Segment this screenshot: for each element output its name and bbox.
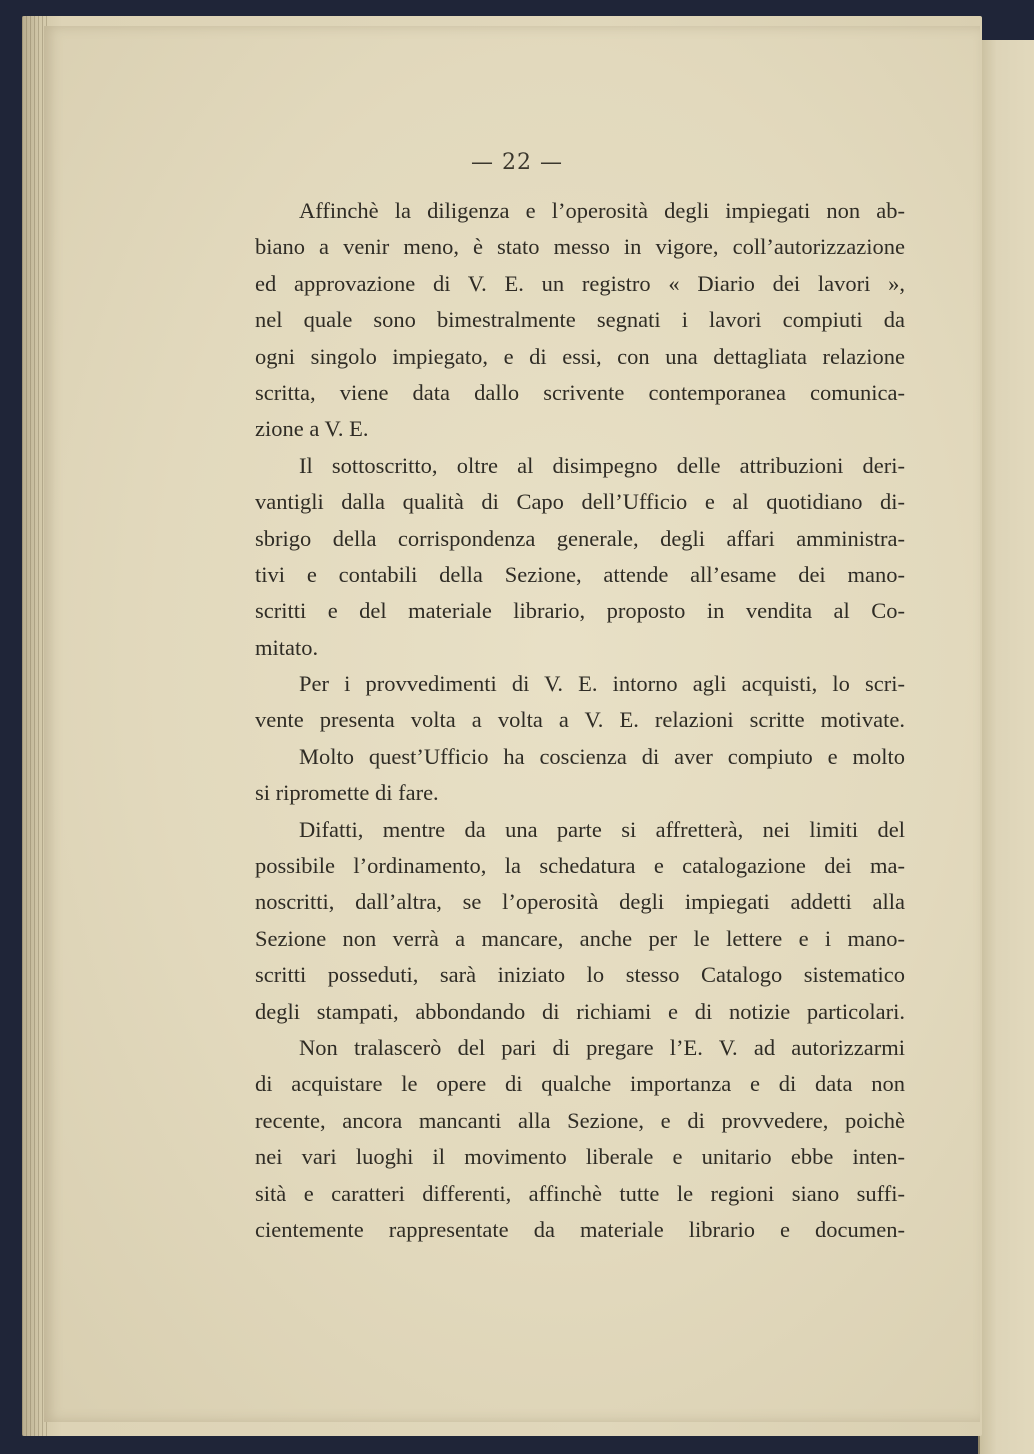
adjacent-page-edge <box>978 40 1034 1454</box>
text-line: Per i provvedimenti di V. E. intorno agli acquisti, lo scri- <box>299 671 905 697</box>
text-line: vente presenta volta a volta a V. E. relazioni scritte motivate. <box>255 707 905 733</box>
body-text <box>255 193 905 1248</box>
text-line: noscritti, dall’altra, se l’operosità degli impiegati addetti alla <box>255 889 905 915</box>
text-line: tivi e contabili della Sezione, attende all’esame dei mano- <box>255 561 905 587</box>
text-line: scritta, viene data dallo scrivente contemporanea comunica- <box>255 379 905 405</box>
text-line: ed approvazione di V. E. un registro « Diario dei lavori », <box>255 270 905 296</box>
text-line: nel quale sono bimestralmente segnati i lavori compiuti da <box>255 307 905 333</box>
page-number: — 22 — <box>471 150 563 175</box>
text-line: si ripromette di fare. <box>255 780 439 806</box>
text-line: degli stampati, abbondando di richiami e di notizie particolari. <box>255 998 905 1024</box>
text-line: Non tralascerò del pari di pregare l’E. V. ad autorizzarmi <box>299 1034 905 1060</box>
text-line: vantigli dalla qualità di Capo dell’Ufficio e al quotidiano di- <box>255 489 905 515</box>
text-line: Affinchè la diligenza e l’operosità degli impiegati non ab- <box>299 198 905 223</box>
text-line: ogni singolo impiegato, e di essi, con una dettagliata relazione <box>255 343 905 369</box>
text-line: scritti e del materiale librario, proposto in vendita al Co- <box>255 598 905 624</box>
text-line: Il sottoscritto, oltre al disimpegno delle attribuzioni deri- <box>299 452 905 478</box>
text-line: di acquistare le opere di qualche importanza e di data non <box>255 1071 905 1097</box>
text-line: sbrigo della corrispondenza generale, degli affari amministra- <box>255 525 905 551</box>
text-line: Difatti, mentre da una parte si affretterà, nei limiti del <box>299 816 905 842</box>
text-line: possibile l’ordinamento, la schedatura e catalogazione dei ma- <box>255 853 905 879</box>
text-line: biano a venir meno, è stato messo in vigore, coll’autorizzazione <box>255 234 905 260</box>
text-line: zione a V. E. <box>255 416 369 442</box>
text-line: nei vari luoghi il movimento liberale e unitario ebbe inten- <box>255 1144 905 1170</box>
text-line: Molto quest’Ufficio ha coscienza di aver compiuto e molto <box>299 743 905 769</box>
text-line: mitato. <box>255 634 319 660</box>
text-line: Sezione non verrà a mancare, anche per le lettere e i mano- <box>255 925 905 951</box>
text-line: scritti posseduti, sarà iniziato lo stesso Catalogo sistematico <box>255 962 905 988</box>
text-line: cientemente rappresentate da materiale librario e documen- <box>255 1216 905 1242</box>
text-line: sità e caratteri differenti, affinchè tutte le regioni siano suffi- <box>255 1180 905 1206</box>
text-line: recente, ancora mancanti alla Sezione, e di provvedere, poichè <box>255 1107 905 1133</box>
